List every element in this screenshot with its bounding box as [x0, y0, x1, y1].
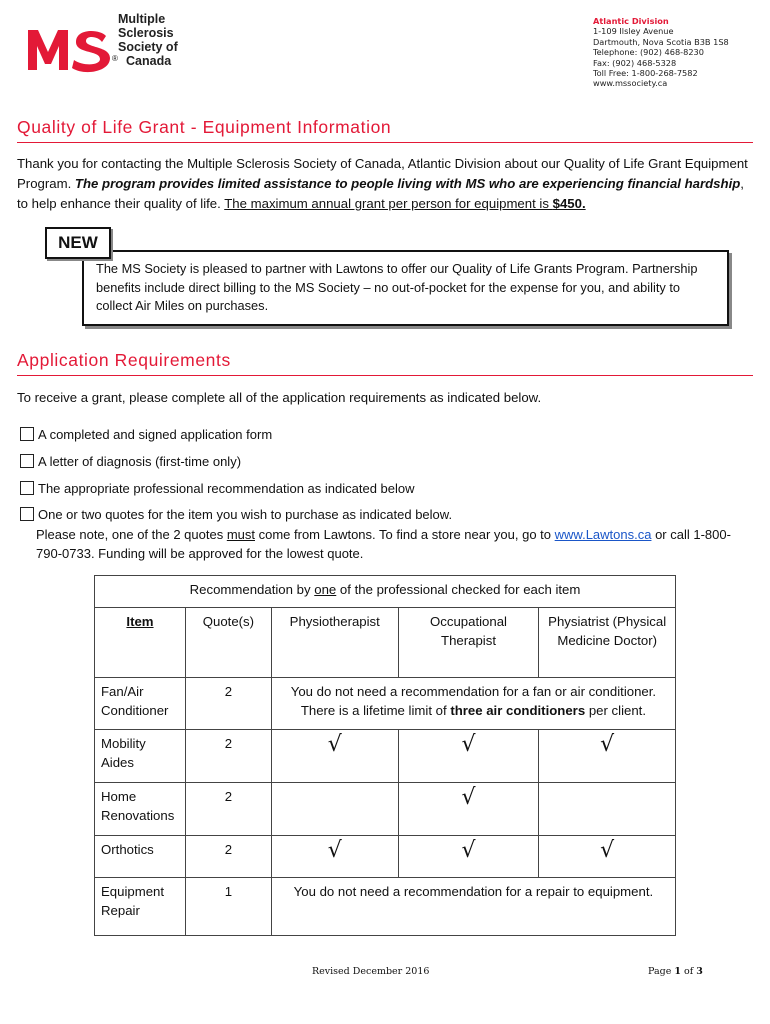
toll-free: Toll Free: 1-800-268-7582: [593, 68, 698, 79]
header-physiatrist: Physiatrist (Physical Medicine Doctor): [539, 608, 676, 678]
quotes-cell: 2: [185, 730, 271, 783]
section-title-equipment-info: Quality of Life Grant - Equipment Information: [17, 117, 392, 137]
ot-cell: [398, 783, 539, 836]
registered-mark: ®: [112, 54, 118, 63]
checkbox[interactable]: [20, 481, 34, 495]
table-row: [95, 730, 676, 783]
note-text: per client.: [585, 703, 646, 718]
ot-cell: [398, 836, 539, 878]
item-cell: Home Renovations: [95, 783, 186, 836]
physiatrist-cell: [539, 783, 676, 836]
max-grant-text: The maximum annual grant per person for equipment is: [224, 196, 553, 211]
page-total: 3: [696, 966, 703, 977]
item-cell: Fan/Air Conditioner: [95, 678, 186, 730]
requirements-intro: To receive a grant, please complete all of the application requirements as indicated below.: [17, 390, 542, 405]
check-mark-icon: √: [461, 732, 476, 757]
logo-line: Society of: [118, 40, 178, 54]
intro-paragraph: [17, 154, 757, 214]
new-badge: NEW: [45, 227, 111, 259]
note-must: must: [226, 527, 255, 542]
header-occupational-therapist: Occupational Therapist: [398, 608, 539, 678]
logo-line: Multiple: [118, 12, 166, 26]
division-name: Atlantic Division: [593, 16, 669, 26]
caption-text: of the professional checked for each item: [336, 582, 581, 597]
revised-date: Revised December 2016: [312, 966, 430, 977]
checklist-item: [20, 480, 415, 498]
note-text: Please note, one of the 2 quotes: [36, 527, 227, 542]
checklist-label: A letter of diagnosis (first-time only): [38, 454, 242, 469]
header-label: Item: [126, 614, 154, 629]
title-divider: [17, 142, 753, 143]
check-mark-icon: √: [600, 732, 615, 757]
recommendation-table: [94, 575, 676, 936]
street-address: 1-109 Ilsley Avenue: [593, 26, 674, 37]
checklist-item: [20, 453, 241, 471]
table-header-row: [95, 608, 676, 678]
logo-line: Sclerosis: [118, 26, 174, 40]
check-mark-icon: √: [461, 838, 476, 863]
check-mark-icon: √: [461, 785, 476, 810]
quotes-cell: 2: [185, 836, 271, 878]
checkbox[interactable]: [20, 507, 34, 521]
table-row: [95, 783, 676, 836]
title-divider: [17, 375, 753, 376]
note-text: You do not need a recommendation for a fan or air conditioner. There is a lifetime limit of: [290, 684, 657, 718]
caption-one: one: [314, 582, 337, 597]
ot-cell: [398, 730, 539, 783]
header-item: [95, 608, 186, 678]
note-text: come from Lawtons. To find a store near you, go to: [254, 527, 555, 542]
quotes-cell: 2: [185, 783, 271, 836]
page-current: 1: [674, 966, 681, 977]
checkbox[interactable]: [20, 454, 34, 468]
item-cell: Orthotics: [95, 836, 186, 878]
checklist-item: [20, 426, 272, 444]
physio-cell: [271, 783, 398, 836]
table-row: [95, 836, 676, 878]
city-address: Dartmouth, Nova Scotia B3B 1S8: [593, 36, 729, 47]
check-mark-icon: √: [600, 838, 615, 863]
note-cell: You do not need a recommendation for a repair to equipment.: [271, 878, 675, 936]
table-row: [95, 678, 676, 730]
table-row: [95, 878, 676, 936]
header-physiotherapist: Physiotherapist: [271, 608, 398, 678]
quotes-cell: 2: [185, 678, 271, 730]
physio-cell: [271, 730, 398, 783]
header-quotes: Quote(s): [185, 608, 271, 678]
checklist-label: The appropriate professional recommendation as indicated below: [38, 481, 415, 496]
ms-logo-mark: [26, 24, 112, 74]
physiatrist-cell: [539, 730, 676, 783]
item-cell: Equipment Repair: [95, 878, 186, 936]
checkbox[interactable]: [20, 427, 34, 441]
max-grant-amount: $450.: [552, 196, 586, 211]
page-number: [648, 966, 703, 977]
intro-emphasis: The program provides limited assistance to people living with MS who are experiencing financial hardship: [74, 176, 741, 191]
telephone: Telephone: (902) 468-8230: [593, 47, 704, 58]
intro-text: , to help enhance their quality of life.: [17, 176, 744, 211]
caption-text: Recommendation by: [189, 582, 315, 597]
logo-line: Canada: [126, 54, 172, 68]
website[interactable]: www.mssociety.ca: [593, 78, 668, 89]
quote-note: [36, 525, 751, 563]
table-caption: [95, 576, 676, 608]
logo-wordmark: [118, 12, 178, 68]
page-label: of: [680, 966, 697, 977]
page-label: Page: [648, 966, 675, 977]
item-cell: Mobility Aides: [95, 730, 186, 783]
intro-text: Thank you for contacting the Multiple Sclerosis Society of Canada, Atlantic Division about our Quality of Life Grant Equipment Program.: [17, 156, 748, 191]
lawtons-link[interactable]: www.Lawtons.ca: [554, 527, 652, 542]
note-text: or call 1-800-790-0733. Funding will be approved for the lowest quote.: [36, 527, 731, 561]
address-block: [593, 16, 729, 89]
fax: Fax: (902) 468-5328: [593, 57, 677, 68]
checklist-item: [20, 506, 452, 524]
checklist-label: One or two quotes for the item you wish to purchase as indicated below.: [38, 507, 453, 522]
lawtons-partnership-box: [82, 250, 729, 326]
quotes-cell: 1: [185, 878, 271, 936]
section-title-application-requirements: Application Requirements: [17, 350, 231, 370]
ms-society-logo: [26, 12, 186, 72]
note-cell: [271, 678, 675, 730]
physiatrist-cell: [539, 836, 676, 878]
check-mark-icon: √: [327, 732, 342, 757]
checklist-label: A completed and signed application form: [38, 427, 273, 442]
physio-cell: [271, 836, 398, 878]
note-emphasis: three air conditioners: [450, 703, 586, 718]
partnership-text: The MS Society is pleased to partner with Lawtons to offer our Quality of Life Grants Program. Partnership benefits include direct billing to the MS Society – no out-of-pocket for the expense for you, and ability to collect Air Miles on purchases.: [96, 261, 698, 313]
check-mark-icon: √: [327, 838, 342, 863]
